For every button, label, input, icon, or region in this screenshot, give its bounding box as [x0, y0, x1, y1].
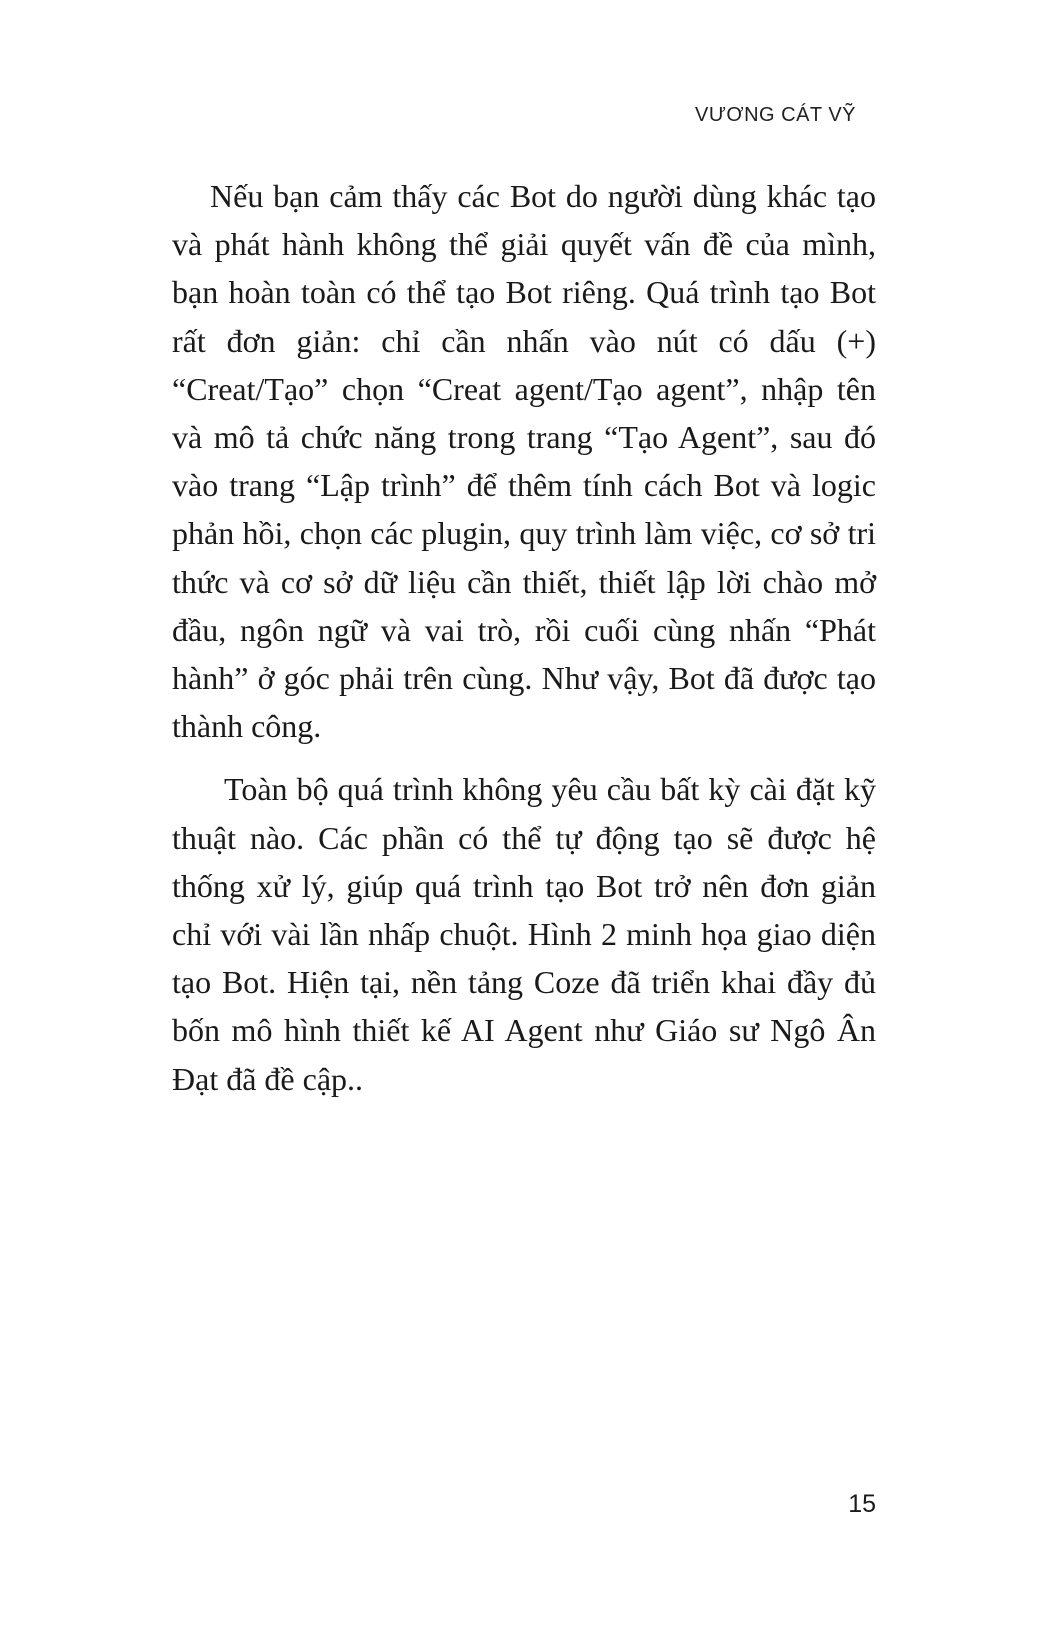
- body-text: [172, 172, 876, 1103]
- paragraph-1: Nếu bạn cảm thấy các Bot do người dùng khác tạo và phát hành không thể giải quyết vấn đề của mình, bạn hoàn toàn có thể tạo Bot riêng. Quá trình tạo Bot rất đơn giản: chỉ cần nhấn vào nút có dấu (+) “Creat/Tạo” chọn “Creat agent/Tạo agent”, nhập tên và mô tả chức năng trong trang “Tạo Agent”, sau đó vào trang “Lập trình” để thêm tính cách Bot và logic phản hồi, chọn các plugin, quy trình làm việc, cơ sở tri thức và cơ sở dữ liệu cần thiết, thiết lập lời chào mở đầu, ngôn ngữ và vai trò, rồi cuối cùng nhấn “Phát hành” ở góc phải trên cùng. Như vậy, Bot đã được tạo thành công.: [172, 178, 876, 745]
- page-number: 15: [848, 1490, 876, 1518]
- paragraph-2: Toàn bộ quá trình không yêu cầu bất kỳ cài đặt kỹ thuật nào. Các phần có thể tự động tạo sẽ được hệ thống xử lý, giúp quá trình tạo Bot trở nên đơn giản chỉ với vài lần nhấp chuột. Hình 2 minh họa giao diện tạo Bot. Hiện tại, nền tảng Coze đã triển khai đầy đủ bốn mô hình thiết kế AI Agent như Giáo sư Ngô Ân Đạt đã đề cập..: [172, 771, 876, 1097]
- running-header-author: VƯƠNG CÁT VỸ: [695, 104, 856, 126]
